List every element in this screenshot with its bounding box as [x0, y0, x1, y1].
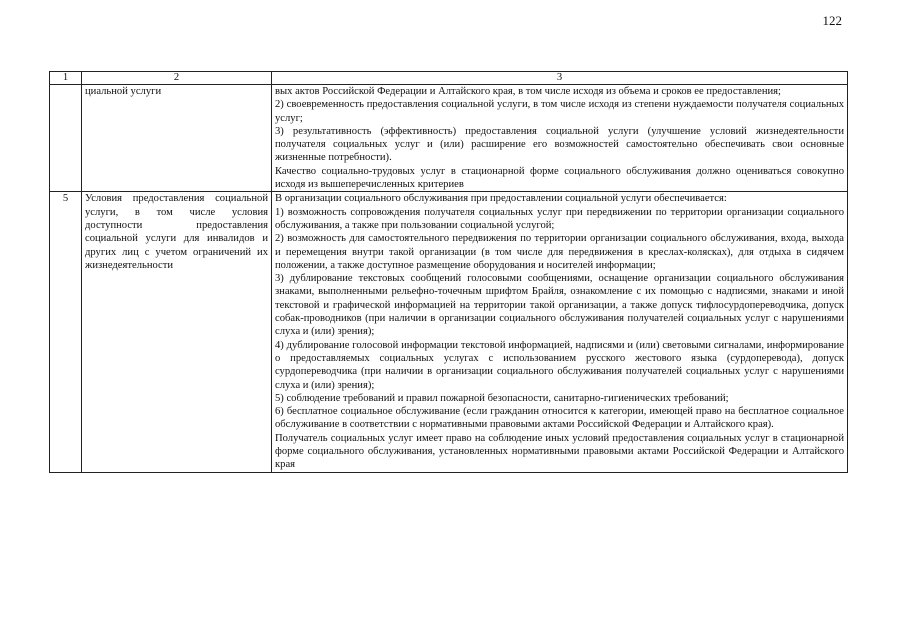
- description-paragraph: 5) соблюдение требований и правил пожарной безопасности, санитарно-гигиенических требований;: [275, 392, 729, 404]
- description-paragraph: Получатель социальных услуг имеет право на соблюдение иных условий предоставления социальных услуг в стационарной форме социального обслуживания, установленных нормативными правовыми актами Российской Федерации и Алтайского края: [275, 432, 844, 471]
- header-col-2: 2: [82, 72, 272, 85]
- description-paragraph: 4) дублирование голосовой информации текстовой информацией, надписями и (или) световыми сигналами, информирование о предоставляемых социальных услугах с использованием русского жестового языка (сурдоперевода), допуск сурдопереводчика (при наличии в организации социального обслуживания получателей социальных услуг с нарушениями слуха и (или) зрения);: [275, 339, 844, 391]
- header-col-3: 3: [272, 72, 848, 85]
- description-paragraph: вых актов Российской Федерации и Алтайского края, в том числе исходя из объема и сроков ее предоставления;: [275, 86, 781, 97]
- parameter-description: [272, 192, 848, 472]
- page-number: 122: [822, 13, 842, 28]
- description-paragraph: 2) возможность для самостоятельного передвижения по территории организации социального обслуживания, входа, выхода и перемещения внутри такой организации (в том числе для передвижения в креслах-колясках), для отдыха в сидячем положении, а также доступное размещение оборудования и носителей информации;: [275, 233, 844, 271]
- description-paragraph: Качество социально-трудовых услуг в стационарной форме социального обслуживания должно оцениваться совокупно исходя из вышеперечисленных критериев: [275, 165, 844, 191]
- service-parameter: циальной услуги: [82, 85, 272, 192]
- description-paragraph: 6) бесплатное социальное обслуживание (если гражданин относится к категории, имеющей право на бесплатное социальное обслуживание в соответствии с нормативными правовыми актами Российской Федерации и Алтайского края).: [275, 406, 844, 431]
- description-paragraph: 3) дублирование текстовых сообщений голосовыми сообщениями, оснащение организации социального обслуживания знаками, выполненными рельефно-точечным шрифтом Брайля, ознакомление с их помощью с надписями, знаками и иной текстовой и графической информацией на территории такой организации, а также допуск тифлосурдопереводчика, допуск собак-проводников (при наличии в организации социального обслуживания получателей социальных услуг с нарушениями слуха и (или) зрения);: [275, 273, 844, 338]
- header-col-1: 1: [50, 72, 82, 85]
- service-parameter: Условия предоставления социальной услуги, в том числе условия доступности предоставления социальной услуги для инвалидов и других лиц с учетом ограничений их жизнедеятельности: [82, 192, 272, 472]
- table-row: [50, 85, 848, 192]
- description-paragraph: 1) возможность сопровождения получателя социальных услуг при передвижении по территории организации социального обслуживания, а также при пользовании социальной услугой;: [275, 206, 844, 231]
- description-paragraph: В организации социального обслуживания при предоставлении социальной услуги обеспечивается:: [275, 193, 727, 205]
- table-row: [50, 192, 848, 472]
- description-paragraph: 2) своевременность предоставления социальной услуги, в том числе исходя из степени нуждаемости получателя социальных услуг;: [275, 99, 844, 124]
- row-number: 5: [50, 192, 82, 472]
- parameter-description: [272, 85, 848, 192]
- services-table: [49, 71, 848, 473]
- table-header-row: [50, 72, 848, 85]
- description-paragraph: 3) результативность (эффективность) предоставления социальной услуги (улучшение условий жизнедеятельности получателя социальных услуг и (или) расширение его возможностей самостоятельно обеспечивать свои основные жизненные потребности).: [275, 125, 844, 164]
- row-number: [50, 85, 82, 192]
